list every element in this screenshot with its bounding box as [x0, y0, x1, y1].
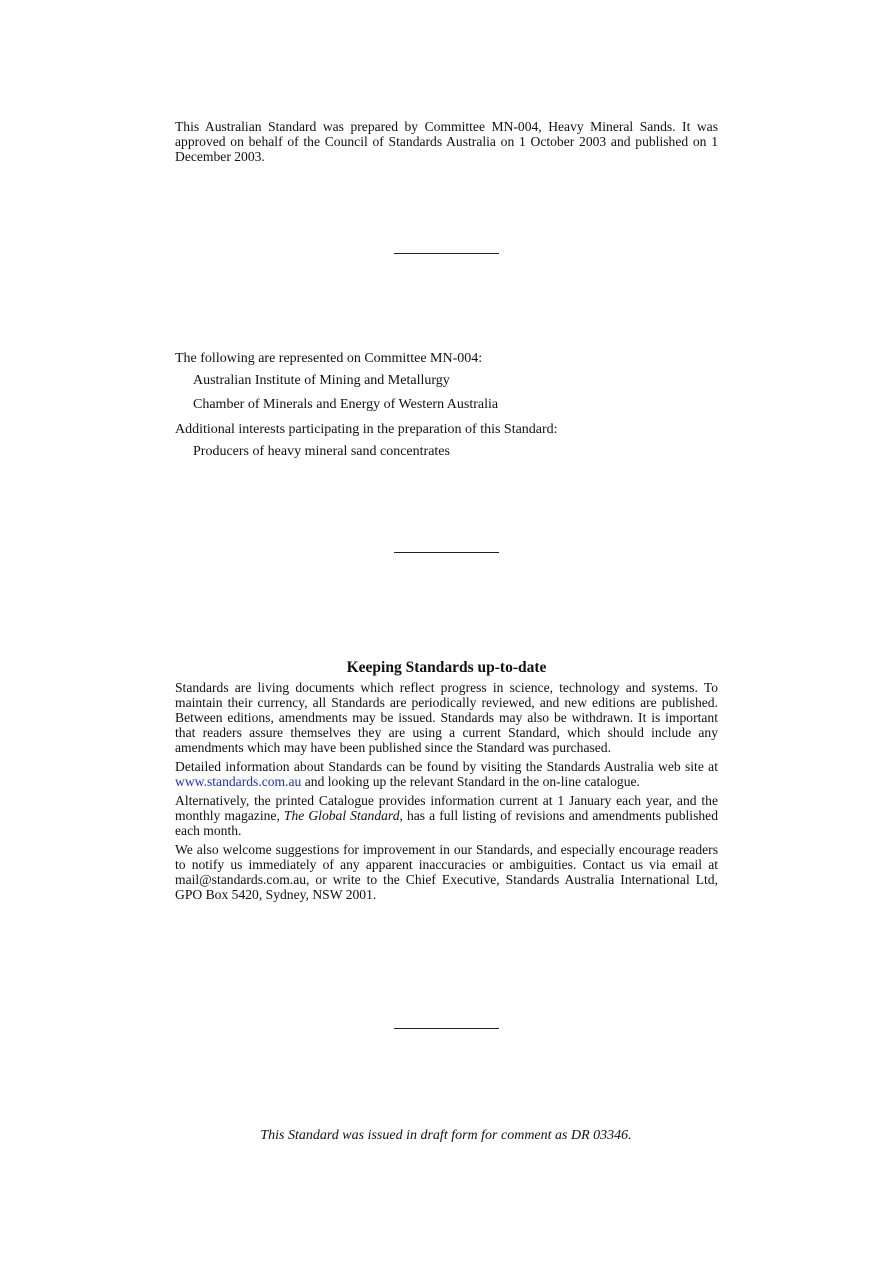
keeping-up-to-date-section — [175, 659, 718, 906]
section-divider — [394, 552, 499, 553]
magazine-title: The Global Standard — [283, 808, 400, 823]
paragraph: Standards are living documents which reflect progress in science, technology and systems. To maintain their currency, all Standards are periodically reviewed, and new editions are published. Between editions, amendments may be issued. Standards may also be withdrawn. It is important that readers assure themselves they are using a current Standard, which should include any amendments which may have been published since the Standard was purchased. — [175, 680, 718, 755]
section-divider — [394, 253, 499, 254]
committee-list — [175, 351, 718, 460]
committee-member: Chamber of Minerals and Energy of Western Australia — [193, 397, 499, 412]
paragraph: We also welcome suggestions for improvement in our Standards, and especially encourage readers to notify us immediately of any apparent inaccuracies or ambiguities. Contact us via email at mail@standards.com.au, or write to the Chief Executive, Standards Australia International Ltd, GPO Box 5420, Sydney, NSW 2001. — [175, 842, 718, 902]
text-run: and looking up the relevant Standard in the on-line catalogue. — [301, 774, 640, 789]
section-divider — [394, 1028, 499, 1029]
additional-interest: Producers of heavy mineral sand concentrates — [193, 444, 450, 459]
website-link[interactable]: www.standards.com.au — [175, 774, 302, 789]
text-run: Detailed information about Standards can be found by visiting the Standards Australia web site at — [175, 759, 718, 774]
committee-member: Australian Institute of Mining and Metallurgy — [193, 373, 450, 388]
text-run: Alternatively, the printed Catalogue provides information current at 1 January each year, and the monthly magazine, — [175, 793, 718, 823]
paragraph — [175, 793, 718, 838]
paragraph — [175, 759, 718, 789]
section-heading: Keeping Standards up-to-date — [346, 659, 547, 676]
committee-intro: The following are represented on Committee MN-004: — [175, 351, 483, 366]
draft-note: This Standard was issued in draft form for comment as DR 03346. — [260, 1128, 632, 1143]
additional-interests-intro: Additional interests participating in the preparation of this Standard: — [175, 422, 558, 437]
approval-statement — [175, 119, 718, 164]
text-run: , has a full listing of revisions and amendments published each month. — [175, 808, 718, 838]
approval-text: This Australian Standard was prepared by Committee MN-004, Heavy Mineral Sands. It was approved on behalf of the Council of Standards Australia on 1 October 2003 and published on 1 December 2003. — [175, 119, 718, 164]
